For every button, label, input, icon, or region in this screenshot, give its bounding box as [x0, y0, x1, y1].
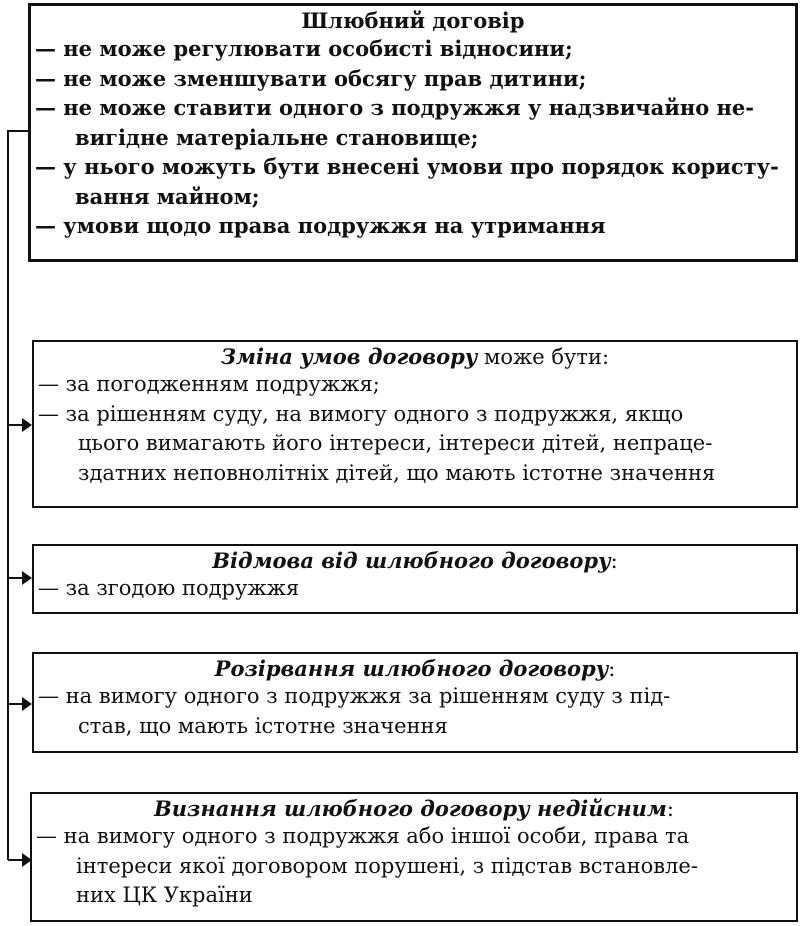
change-item-2-cont-2: здатних неповнолітніх дітей, що мають істотне значення [78, 460, 716, 485]
invalidation-item-1-cont-2: них ЦК України [76, 883, 253, 907]
change-item-2-cont-1: цього вимагають його інтереси, інтереси дітей, непраце- [78, 431, 713, 455]
arrow-to-change [22, 418, 32, 432]
contract-termination-box [32, 652, 798, 753]
change-item-2: — за рішенням суду, на вимогу одного з подружжя, якщо [38, 401, 684, 426]
contract-refusal-box [32, 544, 798, 614]
main-item-4-cont: вання майном; [75, 183, 260, 209]
contract-invalidation-title-em: Визнання шлюбного договору недійсним [154, 796, 667, 821]
main-item-4: — у нього можуть бути внесені умови про порядок користу- [35, 154, 779, 179]
contract-invalidation-title [32, 796, 796, 822]
contract-termination-title-em: Розірвання шлюбного договору [214, 656, 609, 681]
contract-refusal-title [34, 548, 796, 574]
contract-invalidation-title-rest: : [666, 797, 674, 821]
contract-change-box [32, 340, 798, 508]
main-item-5: — умови щодо права подружжя на утримання [35, 213, 606, 238]
contract-change-title-em: Зміна умов договору [220, 344, 478, 369]
main-item-3-cont: вигідне матеріальне становище; [75, 124, 479, 150]
contract-refusal-title-em: Відмова від шлюбного договору [212, 548, 611, 573]
contract-change-title-rest: може бути: [477, 345, 610, 369]
marriage-contract-title: Шлюбний договір [301, 8, 525, 33]
contract-termination-title-rest: : [608, 657, 616, 681]
main-item-2: — не може зменшувати обсягу прав дитини; [35, 65, 587, 91]
contract-termination-title [34, 656, 796, 682]
main-item-3: — не може ставити одного з подружжя у надзвичайно не- [35, 95, 754, 120]
invalidation-item-1: — на вимогу одного з подружжя або іншої особи, права та [36, 824, 690, 848]
contract-invalidation-box [30, 792, 798, 922]
refusal-item-1: — за згодою подружжя [38, 576, 300, 600]
change-item-1: — за погодженням подружжя; [38, 372, 380, 396]
arrow-to-termination [22, 697, 32, 711]
contract-refusal-title-rest: : [610, 549, 618, 573]
contract-change-title [34, 344, 796, 370]
main-item-1: — не може регулювати особисті відносини; [35, 36, 573, 61]
marriage-contract-box [28, 3, 798, 262]
termination-item-1: — на вимогу одного з подружжя за рішенням суду з під- [38, 684, 671, 708]
termination-item-1-cont: став, що мають істотне значення [78, 713, 448, 738]
invalidation-item-1-cont-1: інтереси якої договором порушені, з підстав встановле- [76, 853, 698, 878]
trunk-line [8, 131, 28, 860]
arrow-to-refusal [22, 571, 32, 585]
